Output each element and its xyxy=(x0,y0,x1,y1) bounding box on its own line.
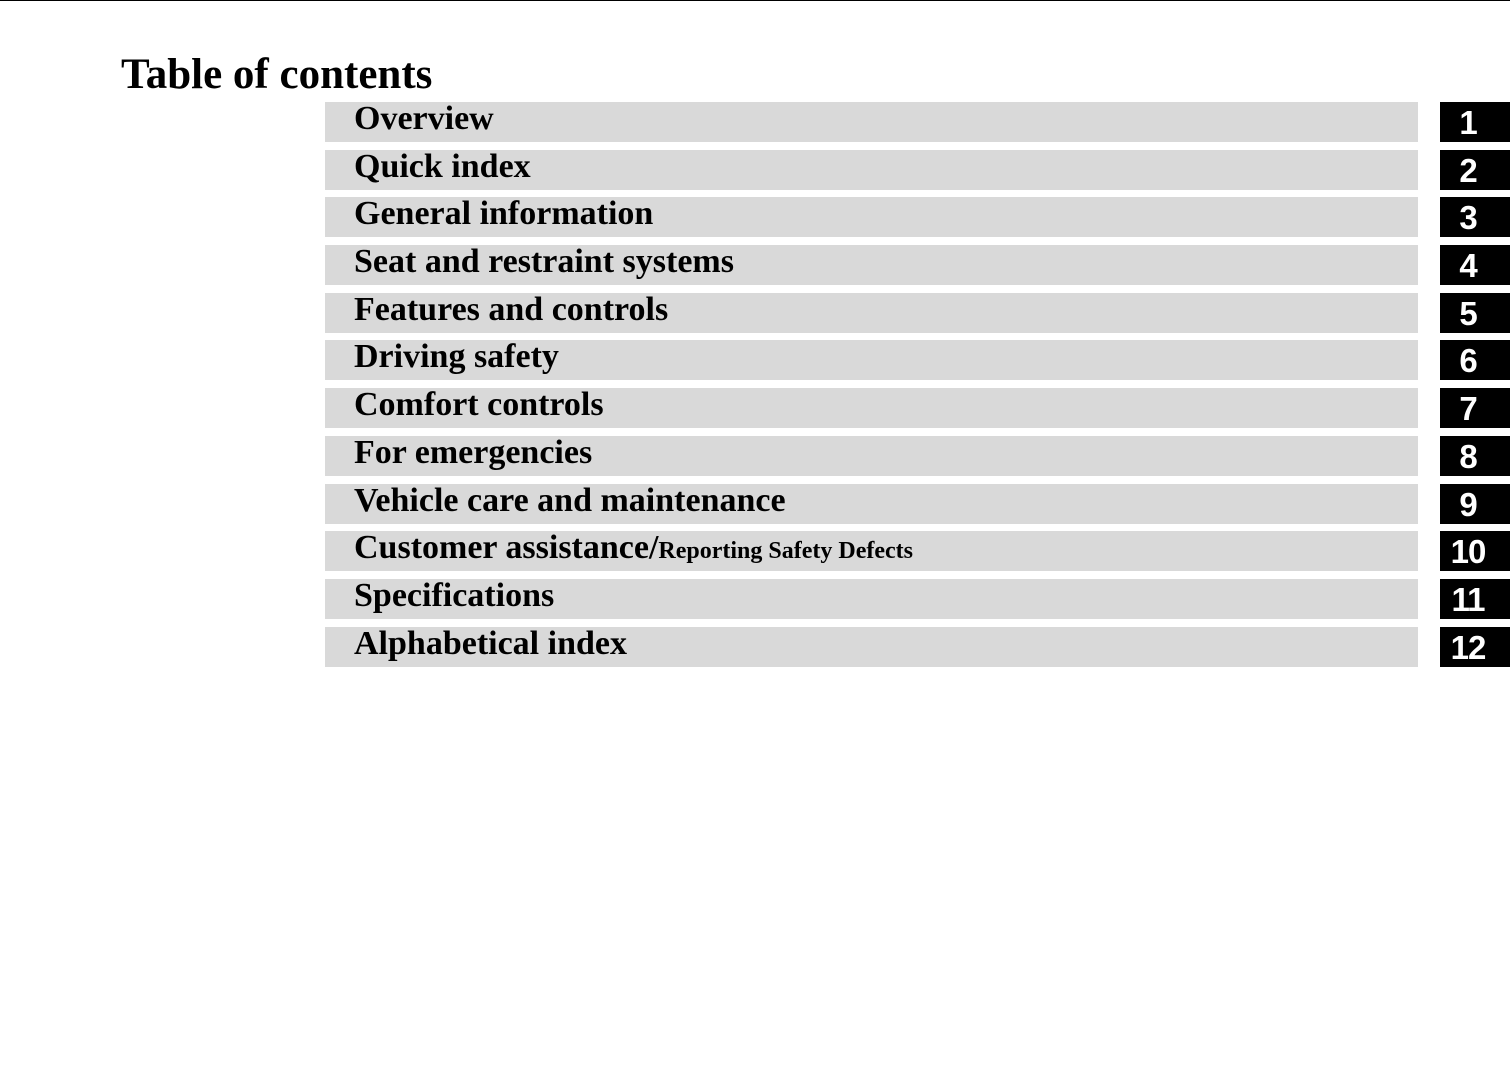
toc-entry-label: Specifications xyxy=(354,576,555,614)
toc-entry-label: Features and controls xyxy=(354,290,669,328)
toc-entry-label: Comfort controls xyxy=(354,386,604,424)
toc-entry-sublabel: Reporting Safety Defects xyxy=(658,538,913,565)
toc-list xyxy=(0,102,1510,674)
chapter-number-tab[interactable] xyxy=(1440,197,1510,237)
toc-entry-seat-and-restraint-systems[interactable] xyxy=(0,245,1510,285)
toc-entry-label: For emergencies xyxy=(354,433,593,471)
top-rule xyxy=(0,0,1510,1)
toc-entry-label: General information xyxy=(354,195,654,233)
toc-entry-alphabetical-index[interactable] xyxy=(0,624,1510,667)
chapter-number-tab[interactable] xyxy=(1440,340,1510,380)
chapter-number: 4 xyxy=(1459,247,1477,285)
chapter-number: 10 xyxy=(1450,533,1486,571)
toc-entry-label: Vehicle care and maintenance xyxy=(354,481,786,519)
toc-entry-label: Quick index xyxy=(354,147,531,185)
toc-entry-label: Seat and restraint systems xyxy=(354,243,734,281)
chapter-number: 5 xyxy=(1459,294,1477,332)
chapter-number-tab[interactable] xyxy=(1440,436,1510,476)
toc-entry-comfort-controls[interactable] xyxy=(0,388,1510,428)
chapter-number-tab[interactable] xyxy=(1440,484,1510,524)
chapter-number-tab[interactable] xyxy=(1440,293,1510,333)
chapter-number-tab[interactable] xyxy=(1440,102,1510,142)
chapter-number-tab[interactable] xyxy=(1440,579,1510,619)
toc-entry-quick-index[interactable] xyxy=(0,147,1510,190)
toc-entry-label: Overview xyxy=(354,100,494,137)
chapter-number: 3 xyxy=(1459,199,1477,237)
toc-entry-customer-assistance[interactable] xyxy=(0,531,1510,571)
chapter-number: 2 xyxy=(1459,151,1477,189)
toc-entry-general-information[interactable] xyxy=(0,197,1510,237)
chapter-number: 7 xyxy=(1459,390,1477,428)
chapter-number-tab[interactable] xyxy=(1440,531,1510,571)
chapter-number: 11 xyxy=(1451,580,1485,618)
chapter-number: 8 xyxy=(1459,437,1477,475)
toc-entry-driving-safety[interactable] xyxy=(0,340,1510,380)
toc-entry-label: Customer assistance/Reporting Safety Defects xyxy=(354,529,913,567)
toc-entry-for-emergencies[interactable] xyxy=(0,433,1510,476)
toc-entry-overview[interactable] xyxy=(0,102,1510,142)
chapter-number-tab[interactable] xyxy=(1440,245,1510,285)
chapter-number: 1 xyxy=(1459,104,1477,141)
toc-entry-label: Alphabetical index xyxy=(354,624,627,662)
toc-entry-label: Driving safety xyxy=(354,338,559,376)
chapter-number-tab[interactable] xyxy=(1440,627,1510,667)
chapter-number-tab[interactable] xyxy=(1440,388,1510,428)
toc-entry-vehicle-care-and-maintenance[interactable] xyxy=(0,481,1510,524)
toc-entry-specifications[interactable] xyxy=(0,576,1510,619)
chapter-number: 12 xyxy=(1450,628,1486,666)
chapter-number: 6 xyxy=(1459,342,1477,380)
toc-entry-features-and-controls[interactable] xyxy=(0,290,1510,333)
chapter-number: 9 xyxy=(1459,485,1477,523)
page-title: Table of contents xyxy=(121,51,433,98)
chapter-number-tab[interactable] xyxy=(1440,150,1510,190)
